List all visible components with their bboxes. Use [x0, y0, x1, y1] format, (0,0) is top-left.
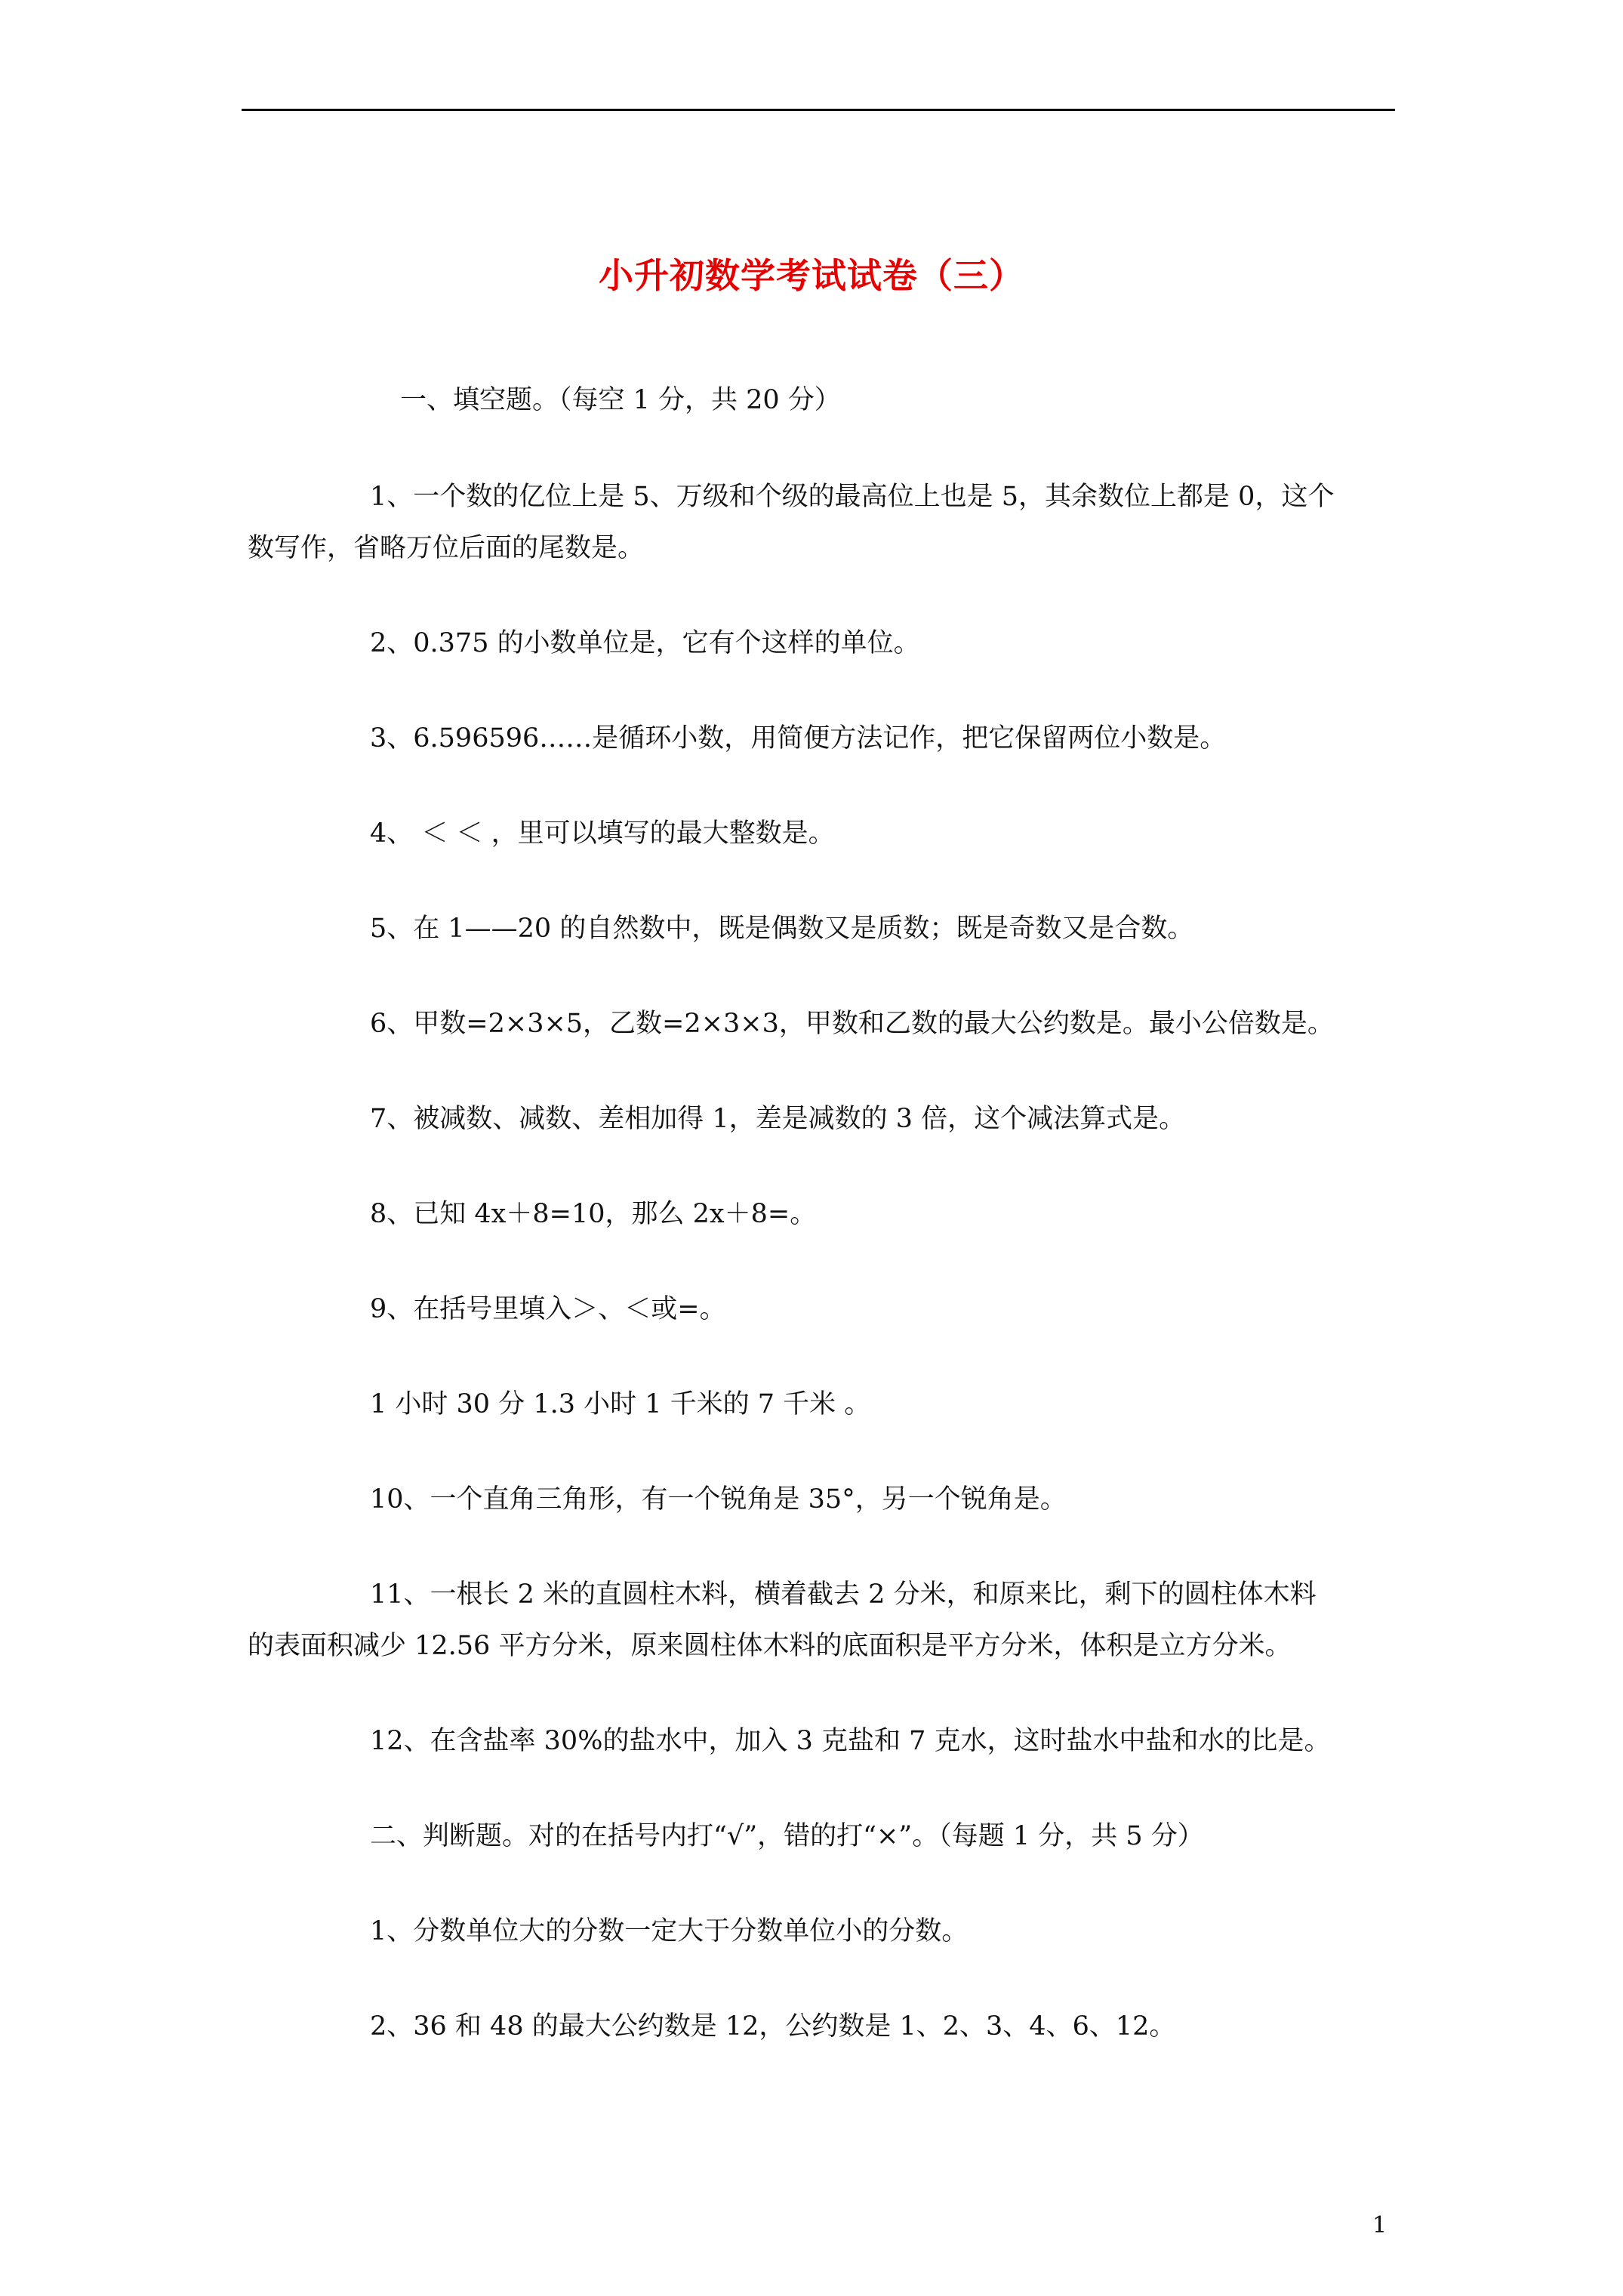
question-3: 3、6.596596……是循环小数，用简便方法记作，把它保留两位小数是。 [370, 723, 1227, 754]
question-5: 5、在 1——20 的自然数中，既是偶数又是质数；既是奇数又是合数。 [370, 914, 1194, 944]
header-rule [242, 109, 1395, 111]
question-8: 8、已知 4x＋8=10，那么 2x＋8=。 [370, 1199, 817, 1229]
question-11-line-2: 的表面积减少 12.56 平方分米，原来圆柱体木料的底面积是平方分米，体积是立方分米。 [248, 1631, 1292, 1661]
question-10: 10、一个直角三角形，有一个锐角是 35°，另一个锐角是。 [370, 1484, 1067, 1515]
page-number: 1 [1372, 2212, 1387, 2239]
section-2-question-1: 1、分数单位大的分数一定大于分数单位小的分数。 [370, 1916, 969, 1946]
question-9-items: 1 小时 30 分 1.3 小时 1 千米的 7 千米 。 [370, 1389, 871, 1419]
question-2: 2、0.375 的小数单位是，它有个这样的单位。 [370, 628, 920, 658]
section-1-heading: 一、填空题。（每空 1 分，共 20 分） [400, 385, 841, 415]
section-2-question-2: 2、36 和 48 的最大公约数是 12，公约数是 1、2、3、4、6、12。 [370, 2011, 1176, 2042]
question-7: 7、被减数、减数、差相加得 1，差是减数的 3 倍，这个减法算式是。 [370, 1104, 1186, 1134]
question-6: 6、甲数=2×3×5，乙数=2×3×3，甲数和乙数的最大公约数是。最小公倍数是。 [370, 1009, 1334, 1039]
question-11-line-1: 11、一根长 2 米的直圆柱木料，横着截去 2 分米，和原来比，剩下的圆柱体木料 [370, 1579, 1317, 1610]
question-4: 4、 ＜ ＜ ，里可以填写的最大整数是。 [370, 818, 835, 849]
question-9: 9、在括号里填入＞、＜或=。 [370, 1294, 726, 1324]
section-2-heading: 二、判断题。对的在括号内打“√”，错的打“×”。（每题 1 分，共 5 分） [370, 1821, 1204, 1851]
question-1-line-1: 1、一个数的亿位上是 5、万级和个级的最高位上也是 5，其余数位上都是 0，这个 [370, 482, 1335, 512]
page-title: 小升初数学考试试卷（三） [599, 255, 1024, 296]
question-12: 12、在含盐率 30%的盐水中，加入 3 克盐和 7 克水，这时盐水中盐和水的比是。 [370, 1726, 1331, 1756]
question-1-line-2: 数写作，省略万位后面的尾数是。 [248, 533, 645, 563]
